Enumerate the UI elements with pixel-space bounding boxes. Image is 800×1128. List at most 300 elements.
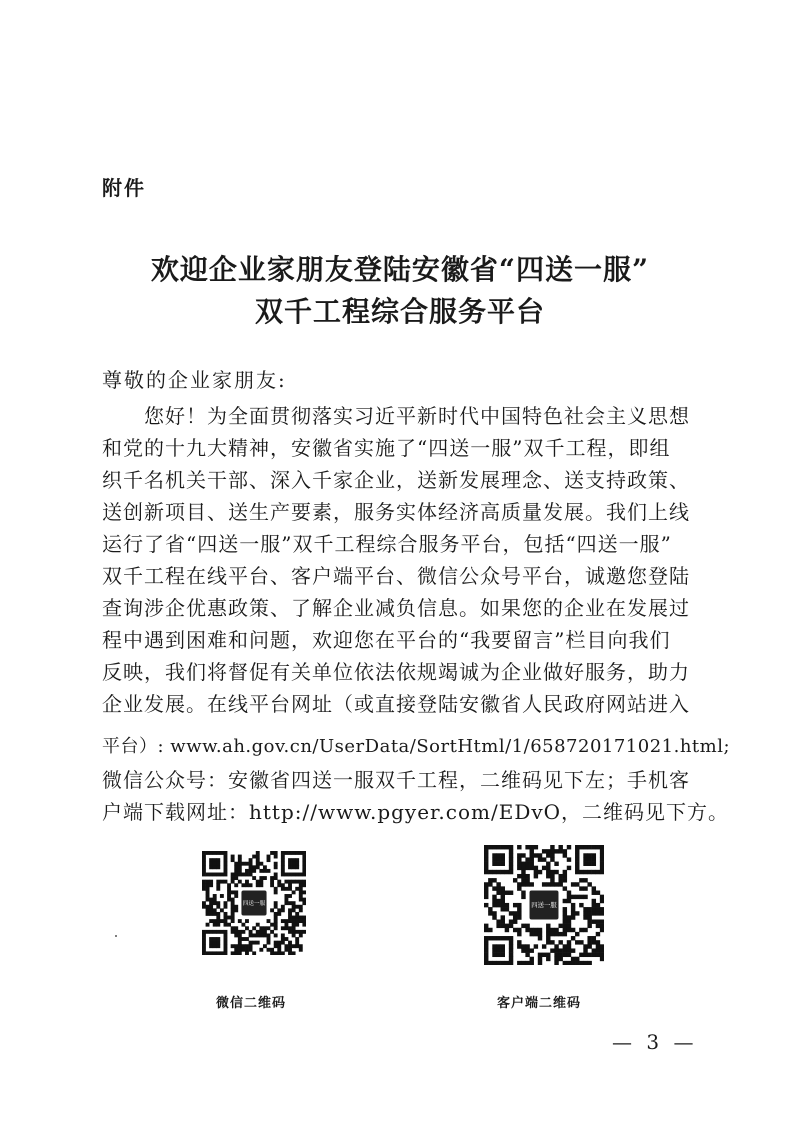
qr-module [259,880,263,884]
qr-module [538,853,542,857]
qr-module [277,912,281,916]
qr-module [501,944,505,948]
qr-module [277,883,281,887]
qr-module [281,851,285,855]
qr-module [231,890,235,894]
qr-module [224,919,228,923]
qr-module [295,905,299,909]
qr-module [263,876,267,880]
qr-module [270,880,274,884]
qr-module [484,886,488,890]
qr-module [284,894,288,898]
qr-module [202,933,206,937]
qr-module [596,891,600,895]
qr-module [492,870,496,874]
qr-module [575,849,579,853]
qr-module [288,880,292,884]
qr-module [281,873,285,877]
qr-module [224,862,228,866]
qr-module [281,869,285,873]
qr-module [213,937,217,941]
qr-module [583,853,587,857]
qr-module [249,858,253,862]
qr-module [596,919,600,923]
qr-module [231,916,235,920]
qr-module [216,919,220,923]
qr-module [509,845,513,849]
qr-module [224,901,228,905]
qr-module [521,895,525,899]
qr-module [209,883,213,887]
qr-module [224,941,228,945]
qr-module [206,883,210,887]
qr-module [596,944,600,948]
qr-module [288,865,292,869]
qr-module [274,951,278,955]
qr-module [224,869,228,873]
qr-module [517,862,521,866]
qr-module [546,936,550,940]
qr-module [288,930,292,934]
qr-module [600,853,604,857]
body-line: 程中遇到困难和问题，欢迎您在平台的“我要留言”栏目向我们 [102,628,671,652]
qr-module [509,944,513,948]
qr-module [484,903,488,907]
qr-module [575,882,579,886]
qr-module [245,862,249,866]
qr-module [284,926,288,930]
qr-module [216,880,220,884]
qr-module [505,870,509,874]
qr-module [538,857,542,861]
qr-module [501,870,505,874]
qr-module [496,853,500,857]
qr-module [292,926,296,930]
qr-module [592,853,596,857]
qr-module [484,870,488,874]
qr-module [583,928,587,932]
qr-module [213,862,217,866]
qr-module [521,948,525,952]
qr-module [202,883,206,887]
qr-module [295,916,299,920]
qr-module [295,944,299,948]
qr-module [202,869,206,873]
qr-module [274,923,278,927]
qr-module [517,845,521,849]
qr-module [202,948,206,952]
qr-module [249,873,253,877]
qr-module [270,908,274,912]
qr-module [206,873,210,877]
qr-module [563,874,567,878]
qr-module [496,936,500,940]
qr-module [501,953,505,957]
qr-module [492,845,496,849]
qr-module [302,858,306,862]
qr-module [550,870,554,874]
qr-module [583,915,587,919]
qr-module [583,878,587,882]
qr-module [509,857,513,861]
qr-module [592,948,596,952]
qr-module [509,866,513,870]
qr-module [288,883,292,887]
qr-module [252,865,256,869]
qr-module [231,944,235,948]
qr-module [209,905,213,909]
qr-module [550,932,554,936]
body-line: 和党的十九大精神，安徽省实施了“四送一服”双千工程，即组 [102,436,671,460]
qr-module [596,845,600,849]
qr-module [513,928,517,932]
qr-module [501,907,505,911]
qr-module [592,907,596,911]
qr-module [295,887,299,891]
qr-module [521,870,525,874]
qr-module [546,953,550,957]
qr-module [550,882,554,886]
qr-module [259,876,263,880]
qr-module [224,933,228,937]
qr-module [299,916,303,920]
qr-module [267,937,271,941]
qr-module [249,883,253,887]
qr-module [546,874,550,878]
qr-module [224,951,228,955]
qr-module [288,908,292,912]
qr-module [517,915,521,919]
qr-module [245,937,249,941]
qr-module [575,895,579,899]
qr-module [546,870,550,874]
qr-module [600,899,604,903]
qr-module [238,880,242,884]
qr-module [534,866,538,870]
title-line-2: 双千工程综合服务平台 [254,295,545,328]
qr-module [517,857,521,861]
qr-module [521,961,525,965]
qr-module [517,932,521,936]
qr-module [206,890,210,894]
qr-module [234,876,238,880]
qr-module [496,948,500,952]
qr-module [256,923,260,927]
qr-module [530,866,534,870]
qr-module [575,862,579,866]
qr-module [525,857,529,861]
qr-module [525,862,529,866]
qr-module [299,919,303,923]
qr-module [492,915,496,919]
qr-module [284,901,288,905]
qr-module [484,845,488,849]
qr-module [281,908,285,912]
qr-module [209,862,213,866]
qr-module [571,895,575,899]
qr-module [583,907,587,911]
qr-module [501,924,505,928]
qr-module [224,912,228,916]
qr-module [550,940,554,944]
qr-module [267,926,271,930]
qr-module [534,870,538,874]
qr-module [288,919,292,923]
qr-module [238,862,242,866]
qr-module [238,933,242,937]
qr-module [252,855,256,859]
qr-module [484,882,488,886]
qr-module [238,937,242,941]
qr-module [274,887,278,891]
qr-module [220,880,224,884]
qr-module [206,930,210,934]
qr-module [596,903,600,907]
qr-module [575,940,579,944]
qr-module [546,928,550,932]
qr-module [600,862,604,866]
qr-module [517,866,521,870]
qr-module [550,878,554,882]
qr-module [216,858,220,862]
qr-module [259,933,263,937]
qr-module [517,911,521,915]
qr-module [270,883,274,887]
qr-module [220,930,224,934]
qr-module [288,941,292,945]
qr-module [252,951,256,955]
qr-module [231,930,235,934]
qr-module [245,880,249,884]
body-line: 查询涉企优惠政策、了解企业减负信息。如果您的企业在发展过 [102,596,690,620]
qr-module [277,941,281,945]
qr-module [517,874,521,878]
qr-module [546,932,550,936]
qr-module [496,944,500,948]
qr-module [295,919,299,923]
qr-module [256,855,260,859]
qr-module [256,865,260,869]
qr-module [252,941,256,945]
qr-module [596,948,600,952]
qr-module [575,845,579,849]
qr-module [492,895,496,899]
qr-module [579,845,583,849]
qr-module [288,948,292,952]
qr-module [563,932,567,936]
qr-module [587,862,591,866]
qr-module [267,919,271,923]
qr-module [558,845,562,849]
qr-module [513,911,517,915]
qr-module [505,891,509,895]
qr-module [567,924,571,928]
qr-module [299,933,303,937]
qr-module [292,905,296,909]
qr-module [302,919,306,923]
qr-module [234,944,238,948]
qr-module [492,899,496,903]
qr-module [492,948,496,952]
qr-module [209,858,213,862]
qr-module [231,898,235,902]
qr-module [542,857,546,861]
qr-module [292,851,296,855]
qr-module [216,862,220,866]
qr-module [579,928,583,932]
qr-module [567,866,571,870]
qr-module [263,933,267,937]
qr-module [216,937,220,941]
qr-module [302,923,306,927]
qr-module [206,851,210,855]
qr-module [501,895,505,899]
qr-module [484,953,488,957]
qr-module [509,961,513,965]
qr-module [245,883,249,887]
qr-module [295,880,299,884]
qr-module [249,869,253,873]
qr-module [501,857,505,861]
qr-module [284,880,288,884]
qr-module [213,908,217,912]
qr-module [546,853,550,857]
qr-module [284,887,288,891]
qr-module [517,903,521,907]
qr-module [517,853,521,857]
qr-module [542,866,546,870]
qr-module [209,951,213,955]
qr-module [231,873,235,877]
qr-module [583,886,587,890]
qr-module [302,855,306,859]
qr-module [496,919,500,923]
qr-module [202,862,206,866]
qr-module [274,905,278,909]
qr-module [256,930,260,934]
qr-module [299,890,303,894]
qr-module [484,853,488,857]
qr-module [492,944,496,948]
qr-module [259,930,263,934]
qr-module [587,845,591,849]
qr-module [567,845,571,849]
qr-module [270,930,274,934]
qr-module [224,851,228,855]
qr-module [571,915,575,919]
qr-module [263,944,267,948]
qr-module [496,882,500,886]
qr-module [216,941,220,945]
qr-module [546,882,550,886]
qr-module [281,937,285,941]
qr-module [202,941,206,945]
qr-module [550,928,554,932]
qr-module [281,858,285,862]
qr-module [492,853,496,857]
qr-module [509,849,513,853]
wechat-qr-caption: 微信二维码 [216,996,287,1011]
qr-module [492,936,496,940]
qr-module [554,882,558,886]
qr-module [299,883,303,887]
qr-module [596,924,600,928]
qr-module [259,926,263,930]
qr-module [299,908,303,912]
qr-module [274,912,278,916]
qr-module [288,912,292,916]
qr-module [209,912,213,916]
qr-module [202,855,206,859]
qr-module [288,916,292,920]
qr-module [600,907,604,911]
qr-module [554,870,558,874]
qr-module [575,911,579,915]
qr-module [216,887,220,891]
qr-module [302,883,306,887]
qr-module [496,899,500,903]
qr-module [234,869,238,873]
qr-module [501,891,505,895]
qr-module [241,937,245,941]
qr-module [209,865,213,869]
qr-module [224,880,228,884]
qr-module [492,878,496,882]
qr-module [530,857,534,861]
qr-module [513,915,517,919]
qr-module [583,911,587,915]
qr-module [538,928,542,932]
body-line: 织千名机关干部、深入千家企业，送新发展理念、送支持政策、 [102,468,690,492]
qr-module [509,953,513,957]
qr-module [571,948,575,952]
qr-module [274,851,278,855]
qr-module [492,911,496,915]
qr-module [202,873,206,877]
qr-module [538,936,542,940]
qr-module [209,851,213,855]
qr-module [484,891,488,895]
body-line: 企业发展。在线平台网址（或直接登陆安徽省人民政府网站进入 [102,692,690,716]
qr-module [554,944,558,948]
qr-module [213,930,217,934]
qr-module [238,873,242,877]
qr-module [587,870,591,874]
qr-module [224,948,228,952]
qr-module [579,953,583,957]
qr-module [509,891,513,895]
qr-module [202,930,206,934]
qr-module [550,874,554,878]
qr-module [587,882,591,886]
qr-module [600,944,604,948]
qr-module [517,944,521,948]
qr-module [587,919,591,923]
qr-module [579,940,583,944]
qr-module [299,944,303,948]
qr-module [231,880,235,884]
qr-module [492,886,496,890]
qr-module [216,951,220,955]
qr-module [224,944,228,948]
qr-module [231,908,235,912]
qr-module [575,866,579,870]
qr-module [488,882,492,886]
qr-module [587,924,591,928]
qr-module [252,933,256,937]
qr-module [216,923,220,927]
qr-module [288,894,292,898]
